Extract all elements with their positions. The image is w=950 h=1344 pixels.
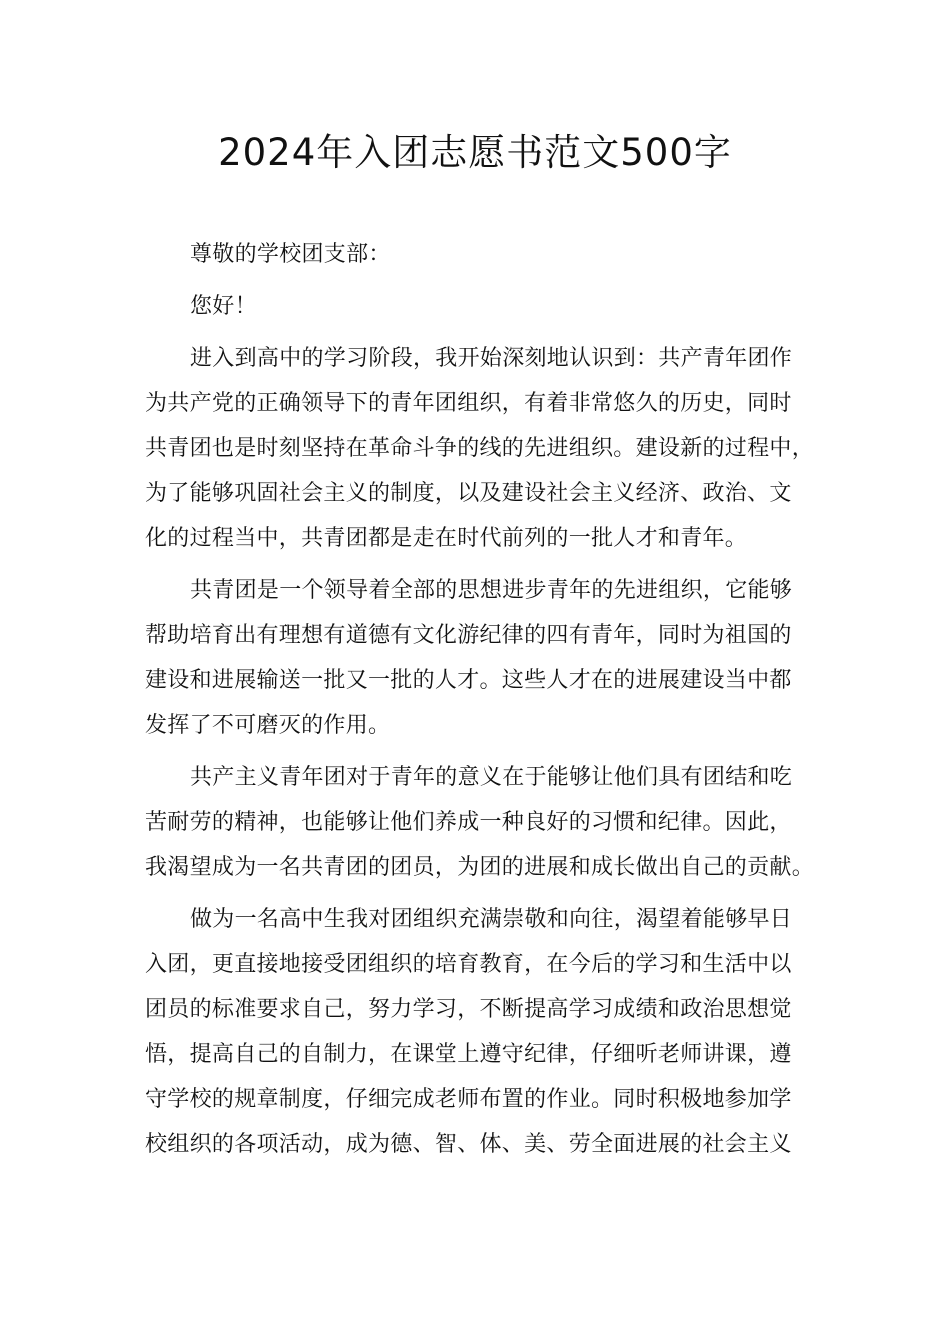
text-line: 为共产党的正确领导下的青年团组织，有着非常悠久的历史，同时: [145, 391, 792, 416]
paragraph-4: [145, 897, 810, 1167]
document-body: [145, 232, 815, 1174]
document-title: 2024年入团志愿书范文500字: [218, 131, 732, 174]
text-line: 尊敬的学校团支部：: [190, 242, 391, 267]
text-line: 您好！: [190, 294, 257, 319]
greeting: [145, 284, 810, 329]
text-line: 守学校的规章制度，仔细完成老师布置的作业。同时积极地参加学: [145, 1087, 792, 1112]
salutation: [145, 232, 810, 277]
text-line: 悟，提高自己的自制力，在课堂上遵守纪律，仔细听老师讲课，遵: [145, 1042, 792, 1067]
text-line: 入团，更直接地接受团组织的培育教育，在今后的学习和生活中以: [145, 952, 792, 977]
paragraph-2: [145, 568, 810, 748]
text-line: 帮助培育出有理想有道德有文化游纪律的四有青年，同时为祖国的: [145, 623, 792, 648]
text-line: 我渴望成为一名共青团的团员，为团的进展和成长做出自己的贡献。: [145, 855, 815, 880]
text-line: 团员的标准要求自己，努力学习，不断提高学习成绩和政治思想觉: [145, 997, 792, 1022]
text-line: 进入到高中的学习阶段，我开始深刻地认识到：共产青年团作: [190, 346, 793, 371]
paragraph-3: [145, 755, 815, 890]
text-line: 为了能够巩固社会主义的制度，以及建设社会主义经济、政治、文: [145, 481, 792, 506]
text-line: 共青团是一个领导着全部的思想进步青年的先进组织，它能够: [190, 578, 793, 603]
text-line: 苦耐劳的精神，也能够让他们养成一种良好的习惯和纪律。因此，: [145, 810, 792, 835]
text-line: 共青团也是时刻坚持在革命斗争的线的先进组织。建设新的过程中，: [145, 436, 815, 461]
text-line: 校组织的各项活动，成为德、智、体、美、劳全面进展的社会主义: [145, 1132, 792, 1157]
text-line: 化的过程当中，共青团都是走在时代前列的一批人才和青年。: [145, 526, 748, 551]
text-line: 建设和进展输送一批又一批的人才。这些人才在的进展建设当中都: [145, 668, 792, 693]
text-line: 共产主义青年团对于青年的意义在于能够让他们具有团结和吃: [190, 765, 793, 790]
paragraph-1: [145, 336, 815, 561]
text-line: 做为一名高中生我对团组织充满崇敬和向往，渴望着能够早日: [190, 907, 793, 932]
text-line: 发挥了不可磨灭的作用。: [145, 713, 391, 738]
